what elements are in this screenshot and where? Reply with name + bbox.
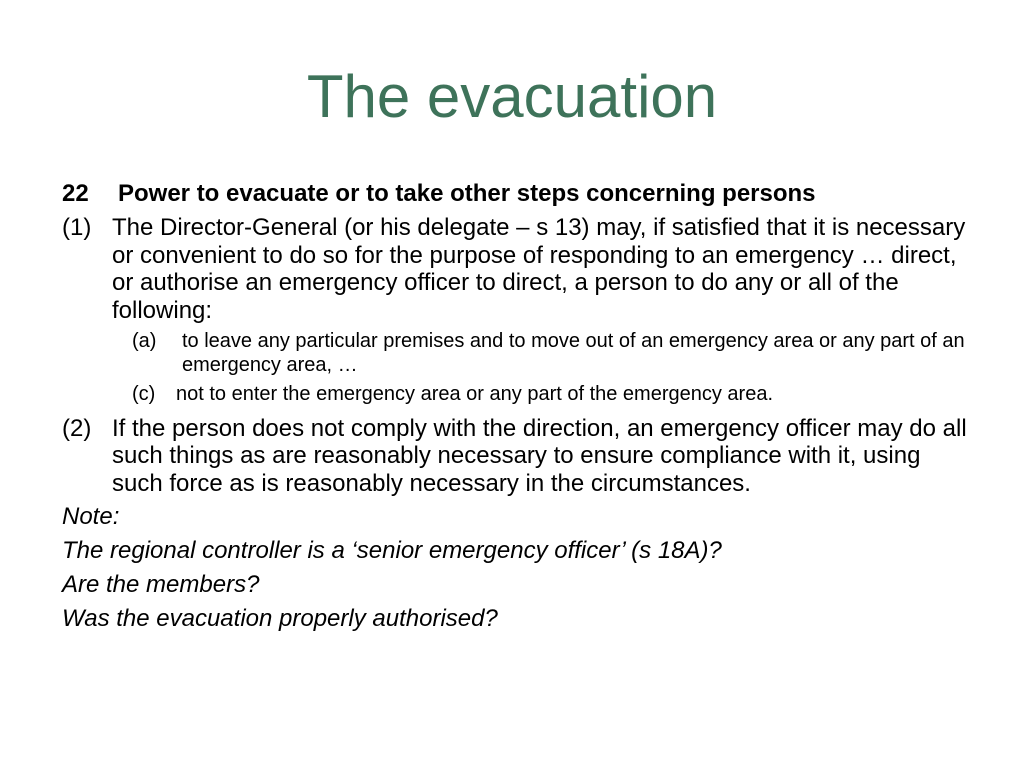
section-title: Power to evacuate or to take other steps concerning persons <box>118 180 816 207</box>
section-heading <box>62 180 972 208</box>
paragraph-2 <box>62 415 972 498</box>
note-question-1: The regional controller is a ‘senior emergency officer’ (s 18A)? <box>62 537 722 564</box>
paragraph-text: The Director-General (or his delegate – s 13) may, if satisfied that it is necessary or convenient to do so for the purpose of responding to an emergency … direct, or authorise an emergency officer to direct, a person to do any or all of the following: <box>112 214 966 324</box>
slide-title: The evacuation <box>306 63 718 130</box>
subparagraph-text: not to enter the emergency area or any part of the emergency area. <box>176 383 774 405</box>
subparagraph-label: (a) <box>132 330 157 352</box>
note-question-2: Are the members? <box>62 571 260 598</box>
note-question-3: Was the evacuation properly authorised? <box>62 605 498 632</box>
subparagraph-label: (c) <box>132 383 156 405</box>
slide-body <box>62 180 972 633</box>
paragraph-label: (2) <box>62 414 92 442</box>
subparagraph-c <box>132 383 972 407</box>
subparagraph-text: to leave any particular premises and to move out of an emergency area or any part of an emergency area, … <box>182 330 965 376</box>
paragraph-label: (1) <box>62 214 92 241</box>
subparagraph-list <box>62 330 972 407</box>
section-number: 22 <box>62 180 89 207</box>
paragraph-1 <box>62 214 972 324</box>
note-heading: Note: <box>62 503 120 530</box>
subparagraph-a <box>132 330 972 377</box>
paragraph-text: If the person does not comply with the direction, an emergency officer may do all such things as are reasonably necessary to ensure compliance with it, using such force as is reasonably necessary in the circumstances. <box>112 414 967 497</box>
